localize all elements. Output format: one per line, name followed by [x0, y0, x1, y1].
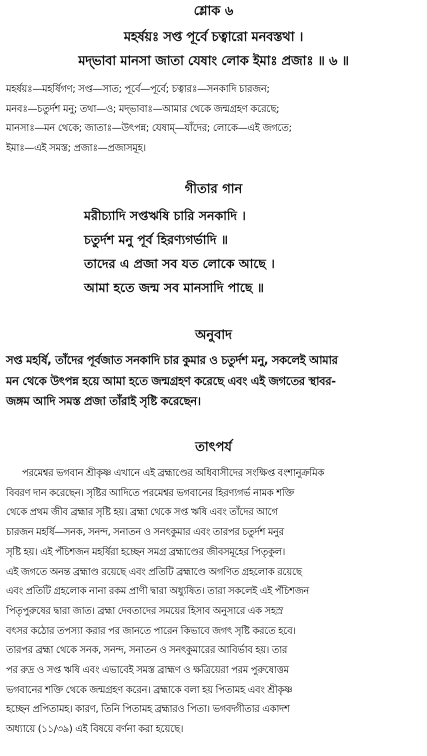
purport-line: চারজন মহর্ষি—সনক, সনন্দ, সনাতন ও সনৎকুমার এবং তারপর চতুর্দশ মনুর [6, 527, 284, 539]
purport-line: বিবরণ দান করেছেন। সৃষ্টির আদিতে পরমেশ্বর ভগবানের হিরণ্যগর্ভ নামক শক্তি [6, 487, 295, 499]
purport-line: এই জগতে অনন্ত ব্রহ্মাণ্ড রয়েছে এবং প্রতিটি ব্রহ্মাণ্ডে অগণিত গ্রহলোক রয়েছে [6, 566, 302, 578]
synonyms-block [6, 80, 421, 158]
purport-block [6, 464, 421, 740]
verse-heading: শ্লোক ৬ [193, 4, 234, 19]
bengali-song [0, 204, 427, 300]
sanskrit-verse [0, 26, 427, 74]
purport-line: হচ্ছেন প্রপিতামহ। কারণ, তিনি পিতামহ ব্রহ্মারও পিতা। ভগবদ্গীতার একাদশ [6, 704, 290, 716]
synonym-line: ইমাঃ—এই সমস্ত; প্রজাঃ—প্রজাসমূহ। [6, 142, 146, 154]
purport-line: পরমেশ্বর ভগবান শ্রীকৃষ্ণ এখানে এই ব্রহ্মাণ্ডের অধিবাসীদের সংক্ষিপ্ত বংশানুক্রমিক [22, 468, 324, 479]
verse-line: মহর্ষয়ঃ সপ্ত পূর্বে চত্বারো মনবস্তথা । [123, 30, 304, 45]
purport-line: পিতৃপুরুষের দ্বারা জাত। ব্রহ্মা দেবতাদের সময়ের হিসাব অনুসারে এক সহস্র [6, 605, 283, 617]
synonym-line: মনবঃ—চতুর্দশ মনু; তথা—ও; মদ্‌ভাবাঃ—আমার থেকে জন্মগ্রহণ করেছে; [6, 103, 280, 115]
verse-line: মদ্‌ভাবা মানসা জাতা যেষাং লোক ইমাঃ প্রজাঃ ॥ ৬ ॥ [78, 54, 349, 69]
purport-line: ভগবানের শক্তি থেকে জন্মগ্রহণ করেন। ব্রহ্মাকে বলা হয় পিতামহ এবং শ্রীকৃষ্ণ [6, 684, 293, 696]
song-line: মরীচ্যাদি সপ্তঋষি চারি সনকাদি । [84, 208, 246, 223]
purport-line: অধ্যায়ে (১১/৩৯) এই বিষয়ে বর্ণনা করা হয়েছে। [6, 724, 184, 736]
song-line: আমা হতে জন্ম সব মানসাদি পাছে ॥ [84, 280, 264, 295]
purport-line: বৎসর কঠোর তপস্যা করার পর জানতে পারেন কিভাবে জগৎ সৃষ্টি করতে হবে। [6, 625, 296, 637]
song-heading: গীতার গান [184, 182, 243, 197]
purport-line: থেকে প্রথম জীব ব্রহ্মার সৃষ্টি হয়। ব্রহ্মা থেকে সপ্ত ঋষি এবং তাঁদের আগে [6, 507, 278, 519]
synonym-line: মহর্ষয়ঃ—মহর্ষিগণ; সপ্ত—সাত; পূর্বে—পূর্বে; চত্বারঃ—সনকাদি চারজন; [6, 84, 270, 95]
purport-line: সৃষ্টি হয়। এই পঁচিশজন মহর্ষিরা হচ্ছেন সমগ্র ব্রহ্মাণ্ডের জীবসমূহের পিতৃকুল। [6, 546, 285, 558]
translation-line: সপ্ত মহর্ষি, তাঁদের পূর্বজাত সনকাদি চার কুমার ও চতুর্দশ মনু, সকলেই আমার [6, 353, 338, 367]
translation-line: মন থেকে উৎপন্ন হয়ে আমা হতে জন্মগ্রহণ করেছে এবং এই জগতের স্থাবর- [6, 373, 336, 388]
song-line: তাদের এ প্রজা সব যত লোকে আছে । [84, 256, 275, 271]
synonym-line: মানসাঃ—মন থেকে; জাতাঃ—উৎপন্ন; যেষাম্‌—যাঁদের; লোকে—এই জগতে; [6, 123, 292, 134]
purport-line: এবং প্রতিটি গ্রহলোক নানা রকম প্রাণী দ্বারা অধ্যুষিত। তারা সকলেই এই পঁচিশজন [6, 586, 309, 598]
purport-line: পর রুদ্র ও সপ্ত ঋষি এবং এভাবেই সমস্ত ব্রাহ্মণ ও ক্ষত্রিয়েরা পরম পুরুষোত্তম [6, 665, 289, 677]
translation-line: জঙ্গম আদি সমস্ত প্রজা তাঁরাই সৃষ্টি করেছেন। [6, 394, 201, 408]
purport-heading: তাৎপর্য [195, 440, 232, 455]
purport-line: তারপর ব্রহ্মা থেকে সনক, সনন্দ, সনাতন ও সনৎকুমারের আবির্ভাব হয়। তার [6, 645, 288, 657]
translation-block [6, 350, 421, 412]
song-line: চতুর্দশ মনু পূর্ব হিরণ্যগর্ভাদি ॥ [84, 232, 228, 247]
translation-heading: অনুবাদ [195, 328, 232, 343]
